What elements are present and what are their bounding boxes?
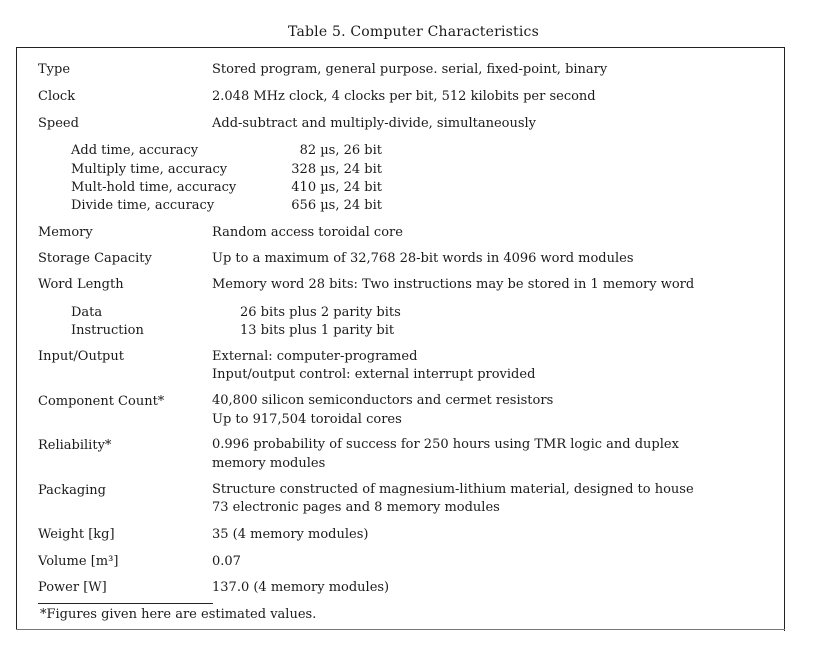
io-label: Input/Output bbox=[38, 349, 124, 364]
speed-add-label: Add time, accuracy bbox=[71, 143, 199, 158]
speed-value: Add-subtract and multiply-divide, simultaneously bbox=[212, 116, 537, 131]
speed-mult-hold-label: Mult-hold time, accuracy bbox=[71, 180, 237, 195]
component-count-line1: 40,800 silicon semiconductors and cermet resistors bbox=[212, 393, 554, 408]
word-data-value: 26 bits plus 2 parity bits bbox=[240, 305, 401, 320]
table-bottom-rule bbox=[16, 629, 785, 630]
power-value: 137.0 (4 memory modules) bbox=[212, 580, 390, 595]
word-instruction-value: 13 bits plus 1 parity bit bbox=[240, 323, 395, 338]
speed-divide-value: 656 µs, 24 bit bbox=[291, 198, 382, 213]
type-label: Type bbox=[38, 62, 71, 77]
speed-divide-label: Divide time, accuracy bbox=[71, 198, 215, 213]
speed-mult-hold-value: 410 µs, 24 bit bbox=[291, 180, 382, 195]
volume-value: 0.07 bbox=[212, 554, 241, 569]
table-top-rule bbox=[16, 47, 785, 48]
volume-label: Volume [m³] bbox=[38, 554, 119, 569]
table-left-border bbox=[16, 47, 17, 629]
type-value: Stored program, general purpose. serial, fixed-point, binary bbox=[212, 62, 608, 77]
word-length-label: Word Length bbox=[38, 277, 124, 292]
table-title: Table 5. Computer Characteristics bbox=[288, 24, 539, 40]
weight-value: 35 (4 memory modules) bbox=[212, 527, 369, 542]
footnote-rule bbox=[38, 603, 213, 604]
memory-label: Memory bbox=[38, 225, 93, 240]
speed-multiply-label: Multiply time, accuracy bbox=[71, 162, 228, 177]
clock-value: 2.048 MHz clock, 4 clocks per bit, 512 kilobits per second bbox=[212, 89, 596, 104]
speed-multiply-value: 328 µs, 24 bit bbox=[291, 162, 382, 177]
io-value-line2: Input/output control: external interrupt provided bbox=[212, 367, 536, 382]
reliability-line1: 0.996 probability of success for 250 hours using TMR logic and duplex bbox=[212, 437, 679, 452]
speed-add-value: 82 µs, 26 bit bbox=[299, 143, 382, 158]
speed-label: Speed bbox=[38, 116, 79, 131]
packaging-line2: 73 electronic pages and 8 memory modules bbox=[212, 500, 500, 515]
storage-value: Up to a maximum of 32,768 28-bit words in 4096 word modules bbox=[212, 251, 634, 266]
packaging-line1: Structure constructed of magnesium-lithium material, designed to house bbox=[212, 482, 694, 497]
io-value-line1: External: computer-programed bbox=[212, 349, 418, 364]
memory-value: Random access toroidal core bbox=[212, 225, 403, 240]
component-count-line2: Up to 917,504 toroidal cores bbox=[212, 412, 402, 427]
reliability-line2: memory modules bbox=[212, 456, 326, 471]
power-label: Power [W] bbox=[38, 580, 107, 595]
footnote: *Figures given here are estimated values. bbox=[40, 607, 317, 622]
component-count-label: Component Count* bbox=[38, 394, 165, 409]
packaging-label: Packaging bbox=[38, 483, 106, 498]
clock-label: Clock bbox=[38, 89, 76, 104]
word-length-value: Memory word 28 bits: Two instructions may be stored in 1 memory word bbox=[212, 277, 695, 292]
reliability-label: Reliability* bbox=[38, 438, 112, 453]
table-right-border bbox=[784, 47, 785, 631]
weight-label: Weight [kg] bbox=[38, 527, 115, 542]
word-instruction-label: Instruction bbox=[71, 323, 144, 338]
storage-label: Storage Capacity bbox=[38, 251, 152, 266]
word-data-label: Data bbox=[71, 305, 103, 320]
